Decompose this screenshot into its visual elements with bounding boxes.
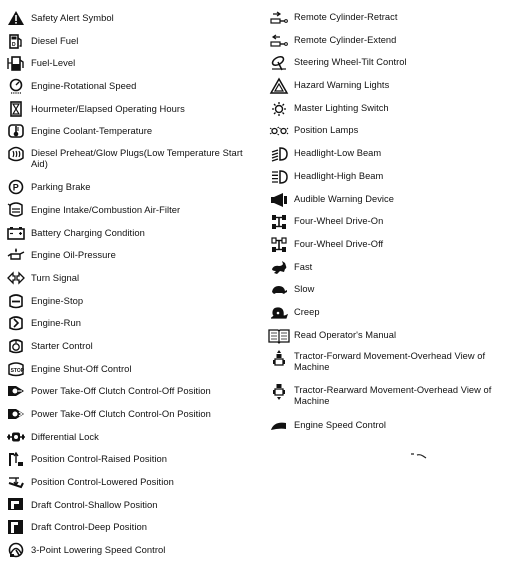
list-item xyxy=(268,9,510,32)
master-lighting-icon xyxy=(268,100,289,118)
four-wheel-drive-off-icon xyxy=(268,236,289,254)
list-item-label: Engine Speed Control xyxy=(294,420,386,431)
glow-plug-icon xyxy=(5,145,26,163)
tractor-forward-icon xyxy=(268,349,289,367)
list-item-label: 3-Point Lowering Speed Control xyxy=(31,544,166,556)
list-item xyxy=(5,178,245,201)
engine-speed-icon xyxy=(5,77,26,95)
list-item-label: Power Take-Off Clutch Control-On Position xyxy=(31,408,211,419)
list-item-label: Position Control-Raised Position xyxy=(31,453,168,465)
list-item-label: Turn Signal xyxy=(31,271,80,283)
list-item xyxy=(5,428,245,451)
list-item xyxy=(5,360,245,383)
list-item xyxy=(5,473,245,496)
list-item-label: Fast xyxy=(294,261,313,272)
engine-shutoff-icon xyxy=(5,360,26,378)
tractor-rearward-icon xyxy=(268,383,289,401)
list-item-label: Engine-Rotational Speed xyxy=(31,80,137,92)
list-item xyxy=(268,32,510,55)
list-item xyxy=(5,518,245,541)
diesel-fuel-icon xyxy=(5,32,26,50)
list-item xyxy=(5,9,245,32)
hazard-warning-icon xyxy=(268,77,289,95)
list-item xyxy=(5,32,245,55)
list-item xyxy=(268,145,510,168)
list-item-label: Hourmeter/Elapsed Operating Hours xyxy=(31,102,185,114)
list-item-label: Engine Shut-Off Control xyxy=(31,362,132,374)
list-item-label: Four-Wheel Drive-On xyxy=(294,216,384,227)
list-item-label: Master Lighting Switch xyxy=(294,102,389,113)
list-item xyxy=(5,269,245,292)
starter-control-icon xyxy=(5,337,26,355)
list-item xyxy=(5,314,245,337)
list-item-label: Audible Warning Device xyxy=(294,193,394,204)
list-item-label: Position Lamps xyxy=(294,125,359,136)
slow-turtle-icon xyxy=(268,281,289,299)
list-item xyxy=(5,201,245,224)
list-item xyxy=(268,327,510,350)
list-item xyxy=(5,100,245,123)
engine-speed-control-icon xyxy=(268,417,289,435)
list-item xyxy=(5,145,245,178)
list-item xyxy=(268,349,510,383)
cylinder-retract-icon xyxy=(268,9,289,27)
draft-shallow-icon xyxy=(5,496,26,514)
right-symbol-column xyxy=(268,9,510,440)
list-item-label: Draft Control-Deep Position xyxy=(31,521,147,533)
list-item xyxy=(5,54,245,77)
position-raised-icon xyxy=(5,450,26,468)
list-item-label: Engine Oil-Pressure xyxy=(31,249,116,261)
list-item-label: Remote Cylinder-Retract xyxy=(294,12,398,22)
list-item xyxy=(5,450,245,473)
engine-run-icon xyxy=(5,314,26,332)
cylinder-extend-icon xyxy=(268,32,289,50)
list-item xyxy=(268,383,510,417)
list-item xyxy=(5,541,245,564)
list-item xyxy=(5,246,245,269)
list-item-label: Engine-Stop xyxy=(31,294,84,306)
list-item xyxy=(5,122,245,145)
manual-book-icon xyxy=(268,327,289,345)
list-item xyxy=(5,496,245,519)
list-item-label: Steering Wheel-Tilt Control xyxy=(294,57,407,68)
list-item-label: Tractor-Rearward Movement-Overhead View of Machine xyxy=(294,385,492,407)
differential-lock-icon xyxy=(5,428,26,446)
list-item xyxy=(5,382,245,405)
list-item xyxy=(268,304,510,327)
svg-text:D: D xyxy=(11,41,16,48)
list-item-label: Headlight-Low Beam xyxy=(294,148,382,159)
creep-snail-icon xyxy=(268,304,289,322)
list-item xyxy=(268,77,510,100)
list-item-label: Fuel-Level xyxy=(31,57,76,69)
list-item-label: Differential Lock xyxy=(31,430,99,442)
list-item-label: Read Operator's Manual xyxy=(294,329,397,340)
list-item xyxy=(268,417,510,440)
list-item-label: Creep xyxy=(294,306,320,317)
battery-icon xyxy=(5,224,26,242)
left-symbol-column xyxy=(5,9,245,564)
coolant-temperature-icon xyxy=(5,122,26,140)
list-item xyxy=(268,191,510,214)
list-item-label: Four-Wheel Drive-Off xyxy=(294,238,384,249)
list-item-label: Power Take-Off Clutch Control-Off Position xyxy=(31,385,211,397)
list-item xyxy=(268,100,510,123)
four-wheel-drive-on-icon xyxy=(268,213,289,231)
svg-text:STOP: STOP xyxy=(10,367,24,374)
safety-alert-icon xyxy=(5,9,26,27)
list-item-label: Safety Alert Symbol xyxy=(31,12,114,23)
list-item xyxy=(5,292,245,315)
fuel-level-icon xyxy=(5,54,26,72)
list-item-label: Engine-Run xyxy=(31,317,82,329)
svg-text:P: P xyxy=(12,182,19,193)
list-item-label: Remote Cylinder-Extend xyxy=(294,34,397,45)
list-item-label: Engine Coolant-Temperature xyxy=(31,125,153,137)
oil-pressure-icon xyxy=(5,246,26,264)
list-item xyxy=(268,213,510,236)
steering-tilt-icon xyxy=(268,54,289,72)
list-item xyxy=(268,54,510,77)
list-item-label: Engine Intake/Combustion Air-Filter xyxy=(31,203,181,215)
list-item xyxy=(268,168,510,191)
low-beam-icon xyxy=(268,145,289,163)
high-beam-icon xyxy=(268,168,289,186)
list-item-label: Starter Control xyxy=(31,339,93,351)
list-item xyxy=(268,236,510,259)
list-item xyxy=(268,281,510,304)
list-item-label: Tractor-Forward Movement-Overhead View of Machine xyxy=(294,351,486,373)
scan-mark-icon xyxy=(411,452,427,460)
engine-stop-icon xyxy=(5,292,26,310)
list-item xyxy=(268,259,510,282)
list-item-label: Headlight-High Beam xyxy=(294,170,384,181)
list-item-label: Draft Control-Shallow Position xyxy=(31,498,158,510)
list-item-label: Parking Brake xyxy=(31,181,91,193)
list-item xyxy=(5,405,245,428)
list-item xyxy=(5,337,245,360)
list-item-label: Diesel Fuel xyxy=(31,34,79,46)
draft-deep-icon xyxy=(5,518,26,536)
pto-on-icon xyxy=(5,405,26,423)
position-lowered-icon xyxy=(5,473,26,491)
list-item-label: Hazard Warning Lights xyxy=(294,80,390,91)
horn-icon xyxy=(268,191,289,209)
list-item xyxy=(5,224,245,247)
parking-brake-icon xyxy=(5,178,26,196)
fast-rabbit-icon xyxy=(268,259,289,277)
list-item xyxy=(5,77,245,100)
air-filter-icon xyxy=(5,201,26,219)
list-item-label: Diesel Preheat/Glow Plugs(Low Temperature Start Aid) xyxy=(31,147,243,170)
pto-off-icon xyxy=(5,382,26,400)
hourmeter-icon xyxy=(5,100,26,118)
list-item-label: Slow xyxy=(294,284,315,295)
list-item xyxy=(268,122,510,145)
list-item-label: Position Control-Lowered Position xyxy=(31,476,174,488)
list-item-label: Battery Charging Condition xyxy=(31,226,145,238)
position-lamps-icon xyxy=(268,122,289,140)
lowering-speed-icon xyxy=(5,541,26,559)
turn-signal-icon xyxy=(5,269,26,287)
